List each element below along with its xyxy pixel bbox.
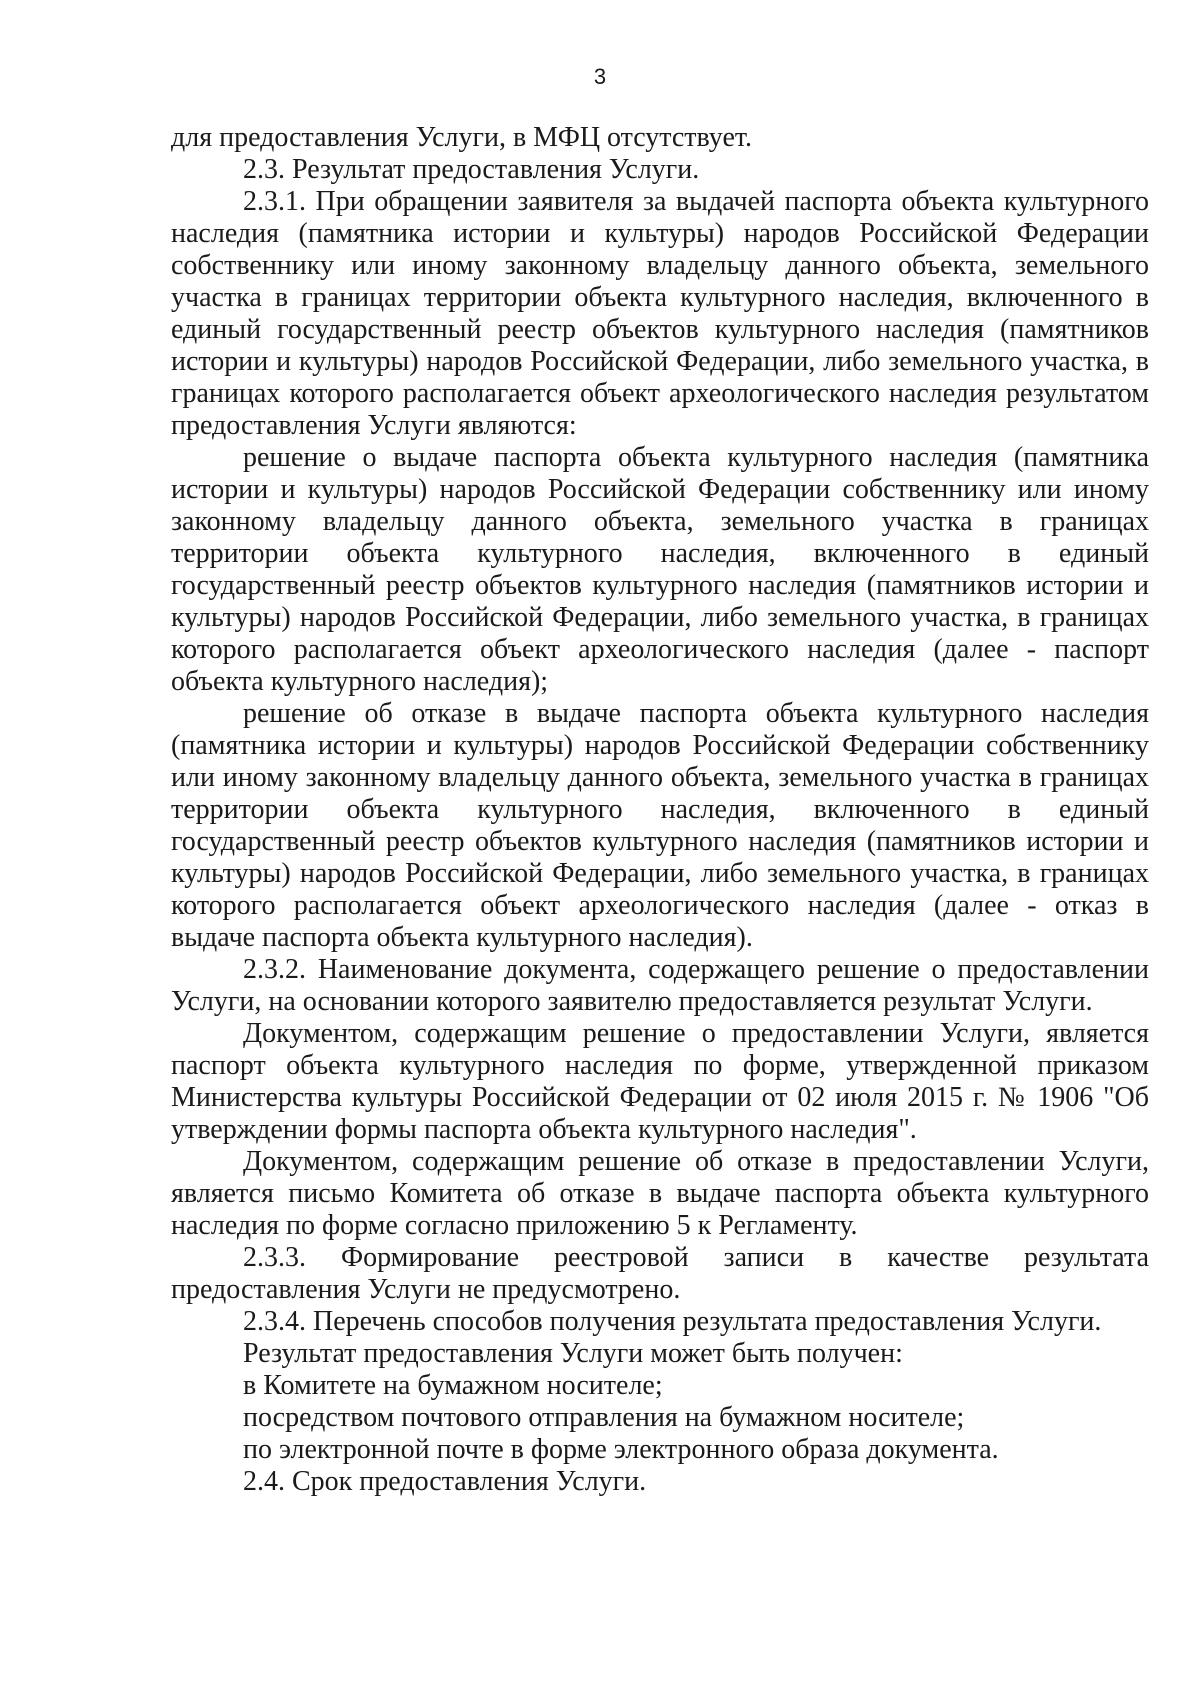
- paragraph: 2.3.3. Формирование реестровой записи в качестве результата предоставления Услуги не предусмотрено.: [171, 1242, 1149, 1305]
- paragraph: для предоставления Услуги, в МФЦ отсутствует.: [171, 122, 752, 153]
- paragraph: 2.4. Срок предоставления Услуги.: [243, 1466, 647, 1497]
- paragraph: 2.3.2. Наименование документа, содержащего решение о предоставлении Услуги, на основании которого заявителю предоставляется результат Услуги.: [171, 954, 1149, 1017]
- paragraph: 2.3.1. При обращении заявителя за выдачей паспорта объекта культурного наследия (памятника истории и культуры) народов Российской Федерации собственнику или иному законному владельцу данного объекта, земельного участка в границах территории объекта культурного наследия, включенного в единый государственный реестр объектов культурного наследия (памятников истории и культуры) народов Российской Федерации, либо земельного участка, в границах которого располагается объект археологического наследия результатом предоставления Услуги являются:: [171, 186, 1149, 441]
- paragraph: 2.3. Результат предоставления Услуги.: [243, 154, 700, 185]
- document-body: [171, 122, 1149, 1498]
- paragraph: в Комитете на бумажном носителе;: [243, 1370, 663, 1401]
- paragraph: 2.3.4. Перечень способов получения результата предоставления Услуги.: [243, 1306, 1102, 1337]
- paragraph: решение об отказе в выдаче паспорта объекта культурного наследия (памятника истории и культуры) народов Российской Федерации собственнику или иному законному владельцу данного объекта, земельного участка в границах территории объекта культурного наследия, включенного в единый государственный реестр объектов культурного наследия (памятников истории и культуры) народов Российской Федерации, либо земельного участка, в границах которого располагается объект археологического наследия (далее - отказ в выдаче паспорта объекта культурного наследия).: [171, 698, 1149, 953]
- paragraph: посредством почтового отправления на бумажном носителе;: [243, 1402, 965, 1433]
- paragraph: Документом, содержащим решение об отказе в предоставлении Услуги, является письмо Комитета об отказе в выдаче паспорта объекта культурного наследия по форме согласно приложению 5 к Регламенту.: [171, 1146, 1149, 1241]
- paragraph: решение о выдаче паспорта объекта культурного наследия (памятника истории и культуры) народов Российской Федерации собственнику или иному законному владельцу данного объекта, земельного участка в границах территории объекта культурного наследия, включенного в единый государственный реестр объектов культурного наследия (памятников истории и культуры) народов Российской Федерации, либо земельного участка, в границах которого располагается объект археологического наследия (далее - паспорт объекта культурного наследия);: [171, 442, 1149, 697]
- paragraph: Результат предоставления Услуги может быть получен:: [243, 1338, 903, 1369]
- paragraph: по электронной почте в форме электронного образа документа.: [243, 1434, 999, 1465]
- page-number: 3: [593, 64, 607, 89]
- paragraph: Документом, содержащим решение о предоставлении Услуги, является паспорт объекта культурного наследия по форме, утвержденной приказом Министерства культуры Российской Федерации от 02 июля 2015 г. № 1906 "Об утверждении формы паспорта объекта культурного наследия".: [171, 1018, 1149, 1145]
